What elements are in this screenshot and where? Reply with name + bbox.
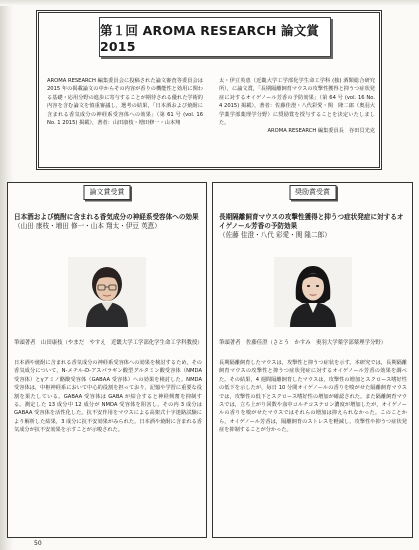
paper-summary: 日本酒や焼酎に含まれる香気成分の神経系受容体への効果を検討するため，その香気成分について，N-メチル-D-アスパラギン酸型グルタミン酸受容体（NMDA 受容体）とγアミノ酪酸受容体（GABAA 受容体）への効果を検討した。NMDA 受容体は，中枢神経系において中心的役割を担っており，記憶や学習に重要な役割を果たしている。GABAA 受容体は GABA が結合すると神経興奮を抑制する。測定した 13 成分中 12 成分が NMDA 受容体を阻害し，その内 3 成分は GABAA 受容体を活性化した。抗不安作用をマウスによる高架式十字迷路試験により解析した結果，3 成分に抗不安効果がみられた。日本酒や焼酎に含まれる香気成分が抗不安効果を示すことが示唆された。 bbox=[14, 360, 202, 434]
paper-authors: （山田 康枝・増田 修一・山本 翔太・伊豆 英恵） bbox=[14, 222, 161, 231]
announcement-body-right bbox=[219, 77, 375, 136]
award-panel-paper bbox=[7, 182, 207, 538]
encouragement-title-block bbox=[219, 213, 408, 241]
portrait-woman-icon bbox=[274, 257, 352, 327]
author-photo-yamada bbox=[68, 257, 146, 327]
announcement-body-left: AROMA RESEARCH 編集委員会に投稿された論文審査等委員会は 2015 年の掲載論文の中からその内容が香りの機能性と効用に関わる基礎・応用分野の進歩に寄与することが期待される優れた学術的内容を含む論文を慎重審議し，選考の結果，「日本酒および焼酎に含まれる香気成分の神経系受容体への効果」（第 61 号 (vol. 16 No. 1 2015) 掲載），著者：山田康枝・増田修一・山本翔 bbox=[47, 78, 203, 127]
paper-title-block bbox=[14, 213, 202, 231]
paper-title: 日本酒および焼酎に含まれる香気成分の神経系受容体への効果 bbox=[14, 213, 199, 221]
paper-author-affiliation: 筆頭著者 山田康枝（やまだ やすえ 近畿大学工学部化学生命工学科教授） bbox=[14, 340, 203, 346]
encouragement-authors: （佐藤 佳澄・八代 彩愛・関 隆二郎） bbox=[219, 231, 331, 240]
award-badge-encouragement: 奨励賞受賞 bbox=[289, 185, 336, 200]
announcement-signature: AROMA RESEARCH 編集委員長 谷田貝光克 bbox=[267, 128, 375, 135]
portrait-woman-glasses-icon bbox=[68, 257, 146, 327]
encouragement-summary: 長期隔離飼育したマウスは，攻撃性と抑うつ症状を示す。本研究では，長期隔離飼育マウスの攻撃性と抑うつ症状発症に対するオイゲノール芳香の効果を調べた。その結果，4 週間隔離飼育したマウスは，攻撃性の増加とスクロース嗜好性の低下を示したが，毎日 10 分間オイゲノールの香りを嗅がせた隔離飼育マウスでは，攻撃性の低下とスクロース嗜好性の増加が確認された。また隔離飼育マウスでは，立ち上がり回数や血中コルチコステロン濃度が増加したが，オイゲノールの香りを嗅がせたマウスではそれらの増加は抑えられなかった。このことから，オイゲノール芳香は，隔離飼育のストレスを軽減し，攻撃性や抑うつ症状発症を抑制することが分かった。 bbox=[219, 360, 407, 434]
encouragement-title: 長期隔離飼育マウスの攻撃性獲得と抑うつ症状発症に対するオイゲノール芳香の予防効果 bbox=[219, 213, 404, 231]
announcement-title: 第１回 AROMA RESEARCH 論文賞 2015 bbox=[99, 17, 331, 57]
announcement-body-right-text: 太・伊豆英恵（近畿大学工学部化学生命工学科 (独) 酒類総合研究所），に論文賞，「長期隔離飼育マウスの攻撃性獲得と抑うつ症状発症に対するオイゲノール芳香の予防効果」（第 64 号 (vol. 16 No. 4 2015) 掲載），著者：佐藤佳澄・八代彩愛・関 隆二郎（奥羽大学薬学部薬理学分野）に奨励賞を授与することを決定いたしました。 bbox=[219, 78, 375, 127]
page-number: 50 bbox=[34, 540, 42, 547]
page-top-shadow bbox=[0, 0, 419, 6]
award-panel-encouragement bbox=[212, 182, 413, 538]
announcement-box bbox=[36, 10, 382, 170]
author-photo-sato bbox=[274, 257, 352, 327]
award-badge-paper: 論文賞受賞 bbox=[84, 185, 131, 200]
encouragement-author-affiliation: 筆頭著者 佐藤佳澄（さとう かすみ 奥羽大学薬学部薬理学分野） bbox=[219, 340, 387, 346]
